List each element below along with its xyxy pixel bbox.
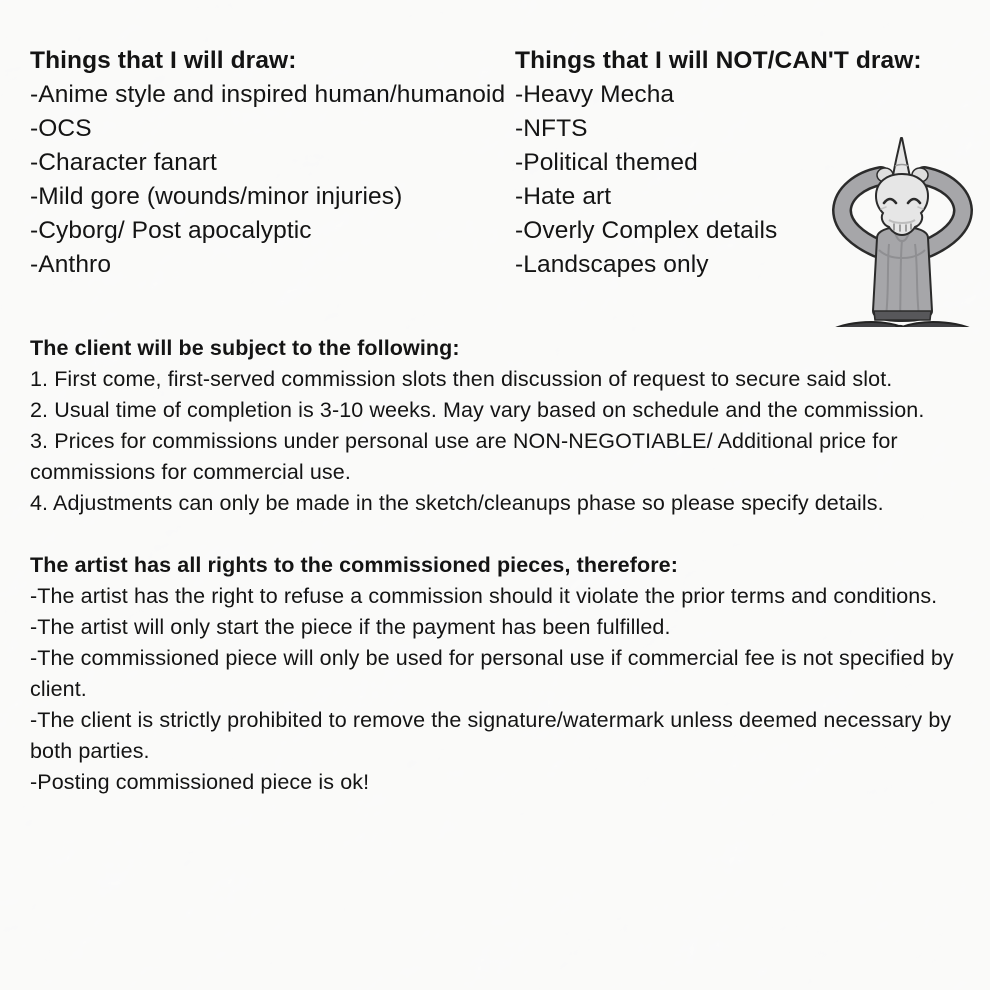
terms-text (30, 333, 978, 798)
will-draw-section (30, 44, 515, 282)
term-item: 4. Adjustments can only be made in the sketch/cleanups phase so please specify details. (30, 491, 884, 515)
list-item: -Anthro (30, 251, 112, 278)
list-item: -OCS (30, 115, 92, 142)
list-item: -Cyborg/ Post apocalyptic (30, 217, 312, 244)
term-item: -Posting commissioned piece is ok! (30, 770, 370, 794)
wont-draw-heading: Things that I will NOT/CAN'T draw: (515, 47, 922, 74)
artist-rights-section (30, 550, 978, 798)
list-item: -Mild gore (wounds/minor injuries) (30, 183, 403, 210)
will-draw-heading: Things that I will draw: (30, 47, 297, 74)
term-item: -The commissioned piece will only be used for personal use if commercial fee is not specified by client. (30, 646, 954, 701)
list-item: -Landscapes only (515, 251, 709, 278)
client-terms-heading: The client will be subject to the following: (30, 336, 460, 360)
mascot-illustration (815, 132, 990, 327)
term-item: -The client is strictly prohibited to remove the signature/watermark unless deemed necessary by both parties. (30, 708, 952, 763)
list-item: -Hate art (515, 183, 612, 210)
term-item: -The artist has the right to refuse a commission should it violate the prior terms and conditions. (30, 584, 938, 608)
list-item: -Character fanart (30, 149, 217, 176)
list-item: -Overly Complex details (515, 217, 778, 244)
list-item: -NFTS (515, 115, 588, 142)
term-item: 2. Usual time of completion is 3-10 weeks. May vary based on schedule and the commission. (30, 398, 925, 422)
term-item: 1. First come, first-served commission slots then discussion of request to secure said slot. (30, 367, 893, 391)
list-item: -Anime style and inspired human/humanoid (30, 81, 506, 108)
client-terms-section (30, 333, 978, 519)
list-item: -Political themed (515, 149, 698, 176)
term-item: 3. Prices for commissions under personal use are NON-NEGOTIABLE/ Additional price for commissions for commercial use. (30, 429, 898, 484)
list-item: -Heavy Mecha (515, 81, 675, 108)
term-item: -The artist will only start the piece if the payment has been fulfilled. (30, 615, 671, 639)
artist-rights-heading: The artist has all rights to the commissioned pieces, therefore: (30, 553, 678, 577)
